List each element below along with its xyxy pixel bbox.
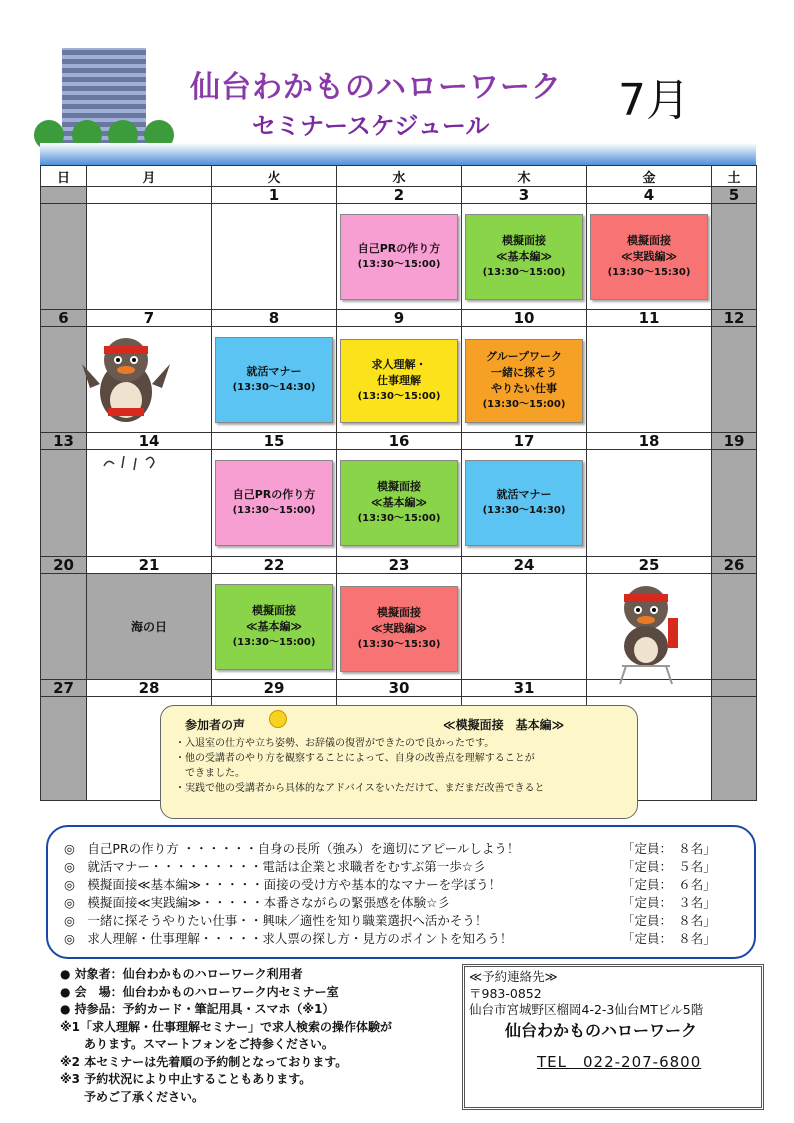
event-title: 就活マナー — [496, 488, 552, 501]
event-card — [215, 584, 333, 670]
date-cell: 28 — [87, 680, 212, 697]
event-title: グループワーク — [485, 350, 563, 363]
page-subtitle: セミナースケジュール — [252, 112, 490, 140]
event-title: 求人理解・ — [371, 358, 427, 371]
date-cell: 23 — [337, 557, 462, 574]
day-cell — [337, 574, 462, 680]
weekday-tue: 火 — [212, 166, 337, 187]
date-row — [41, 433, 757, 450]
seminar-capacity: 「定員： ５名」 — [622, 859, 716, 874]
weekday-sat: 土 — [712, 166, 757, 187]
day-cell — [462, 204, 587, 310]
motion-lines-icon — [100, 450, 160, 474]
day-cell — [337, 204, 462, 310]
event-time: (13:30～15:00) — [232, 637, 316, 648]
holiday-label: 海の日 — [87, 574, 211, 679]
event-card — [340, 339, 458, 423]
day-cell — [587, 327, 712, 433]
day-cell — [212, 574, 337, 680]
date-cell: 3 — [462, 187, 587, 204]
event-time: (13:30～15:00) — [232, 505, 316, 516]
seminar-desc: ◎ 一緒に探そうやりたい仕事・・興味／適性を知り職業選択へ活かそう！ — [64, 913, 488, 928]
event-subtitle: ≪基本編≫ — [245, 620, 303, 633]
header-band — [40, 143, 756, 165]
date-cell: 4 — [587, 187, 712, 204]
day-cell — [462, 574, 587, 680]
event-card — [215, 337, 333, 423]
notes — [60, 966, 392, 1106]
event-time: (13:30～15:00) — [482, 399, 566, 410]
event-card — [590, 214, 708, 300]
day-cell — [41, 574, 87, 680]
date-cell: 16 — [337, 433, 462, 450]
seminar-capacity: 「定員： ６名」 — [622, 877, 716, 892]
event-title: 模擬面接 — [377, 480, 421, 493]
seminar-capacity: 「定員： ８名」 — [622, 841, 716, 856]
weekday-thu: 木 — [462, 166, 587, 187]
seminar-capacity: 「定員： ８名」 — [622, 931, 716, 946]
month-label: 7月 — [618, 75, 690, 126]
day-cell — [337, 327, 462, 433]
event-card — [465, 339, 583, 423]
event-subtitle: 仕事理解 — [377, 374, 421, 387]
note-line: ● 会 場：仙台わかものハローワーク内セミナー室 — [60, 984, 339, 999]
date-cell: 24 — [462, 557, 587, 574]
date-cell: 27 — [41, 680, 87, 697]
weekday-fri: 金 — [587, 166, 712, 187]
day-cell — [212, 450, 337, 557]
date-cell: 15 — [212, 433, 337, 450]
page-title: 仙台わかものハローワーク — [190, 70, 562, 105]
week-row — [41, 204, 757, 310]
date-cell: 29 — [212, 680, 337, 697]
smile-icon — [269, 710, 287, 728]
seminar-desc: ◎ 求人理解・仕事理解・・・・・求人票の探し方・見方のポイントを知ろう！ — [64, 931, 513, 946]
day-cell — [462, 327, 587, 433]
seminar-desc: ◎ 模擬面接≪実践編≫・・・・・本番さながらの緊張感を体験☆彡 — [64, 895, 450, 910]
date-cell: 9 — [337, 310, 462, 327]
participant-voice-box — [160, 705, 638, 819]
event-subtitle: やりたい仕事 — [491, 382, 557, 395]
event-title: 模擬面接 — [627, 234, 671, 247]
date-cell: 13 — [41, 433, 87, 450]
day-cell — [41, 697, 87, 801]
event-title: 模擬面接 — [377, 606, 421, 619]
event-title: 就活マナー — [246, 365, 302, 378]
day-cell — [587, 450, 712, 557]
event-subtitle: ≪実践編≫ — [620, 250, 678, 263]
day-cell — [462, 450, 587, 557]
date-cell: 7 — [87, 310, 212, 327]
event-card — [340, 460, 458, 546]
date-cell: 17 — [462, 433, 587, 450]
day-cell — [87, 204, 212, 310]
date-cell: 25 — [587, 557, 712, 574]
day-cell — [587, 204, 712, 310]
voice-heading: 参加者の声 — [185, 718, 246, 732]
date-cell — [87, 187, 212, 204]
date-cell: 1 — [212, 187, 337, 204]
event-time: (13:30～15:00) — [357, 513, 441, 524]
event-time: (13:30～14:30) — [232, 382, 316, 393]
event-time: (13:30～15:00) — [482, 267, 566, 278]
date-cell: 10 — [462, 310, 587, 327]
day-cell — [712, 450, 757, 557]
date-row — [41, 310, 757, 327]
day-cell — [212, 327, 337, 433]
event-card — [465, 460, 583, 546]
day-cell — [712, 204, 757, 310]
contact-address: 仙台市宮城野区榴岡4-2-3仙台MTビル5階 — [469, 1002, 704, 1017]
date-cell: 31 — [462, 680, 587, 697]
bird-mascot-icon — [80, 330, 172, 430]
date-row — [41, 557, 757, 574]
date-cell: 11 — [587, 310, 712, 327]
day-cell — [41, 204, 87, 310]
contact-label: ≪予約連絡先≫ — [469, 969, 558, 984]
contact-zip: 〒983-0852 — [469, 986, 542, 1001]
bird-mascot-sitting-icon — [610, 578, 686, 688]
event-time: (13:30～15:00) — [357, 259, 441, 270]
weekday-wed: 水 — [337, 166, 462, 187]
date-cell: 14 — [87, 433, 212, 450]
day-cell — [712, 697, 757, 801]
event-time: (13:30～15:30) — [357, 639, 441, 650]
seminar-desc: ◎ 就活マナー・・・・・・・・・電話は企業と求職者をむすぶ第一歩☆彡 — [64, 859, 486, 874]
contact-box — [462, 964, 764, 1110]
voice-list — [175, 736, 625, 796]
event-subtitle: ≪基本編≫ — [370, 496, 428, 509]
date-row — [41, 187, 757, 204]
contact-name: 仙台わかものハローワーク — [505, 1021, 698, 1040]
voice-item: できました。 — [175, 768, 245, 779]
date-cell: 6 — [41, 310, 87, 327]
date-cell: 18 — [587, 433, 712, 450]
seminar-list — [46, 825, 756, 959]
note-line: ※2 本セミナーは先着順の予約制となっております。 — [60, 1054, 348, 1069]
seminar-desc: ◎ 自己PRの作り方 ・・・・・・自身の長所（強み）を適切にアピールしよう！ — [64, 841, 520, 856]
date-cell: 22 — [212, 557, 337, 574]
event-time: (13:30～14:30) — [482, 505, 566, 516]
event-card — [215, 460, 333, 546]
date-cell: 19 — [712, 433, 757, 450]
note-line: ※1「求人理解・仕事理解セミナー」で求人検索の操作体験が — [60, 1019, 393, 1034]
day-cell — [87, 574, 212, 680]
weekday-sun: 日 — [41, 166, 87, 187]
voice-item: ・他の受講者のやり方を観察することによって、自身の改善点を理解することが — [175, 753, 535, 764]
date-cell: 8 — [212, 310, 337, 327]
date-cell: 5 — [712, 187, 757, 204]
date-cell: 21 — [87, 557, 212, 574]
event-card — [340, 586, 458, 672]
event-subtitle: ≪実践編≫ — [370, 622, 428, 635]
seminar-desc: ◎ 模擬面接≪基本編≫・・・・・面接の受け方や基本的なマナーを学ぼう！ — [64, 877, 502, 892]
date-cell: 20 — [41, 557, 87, 574]
event-card — [340, 214, 458, 300]
day-cell — [41, 450, 87, 557]
event-time: (13:30～15:00) — [357, 391, 441, 402]
voice-item: ・入退室の仕方や立ち姿勢、お辞儀の復習ができたので良かったです。 — [175, 738, 495, 749]
voice-topic: ≪模擬面接 基本編≫ — [443, 718, 565, 732]
seminar-capacity: 「定員： ３名」 — [622, 895, 716, 910]
date-cell: 2 — [337, 187, 462, 204]
note-line: 予めご了承ください。 — [60, 1089, 205, 1104]
event-subtitle: 一緒に探そう — [491, 366, 557, 379]
event-card — [465, 214, 583, 300]
date-cell — [41, 187, 87, 204]
voice-item: ・実践で他の受講者から具体的なアドバイスをいただけて、まだまだ改善できると — [175, 783, 545, 794]
event-title: 自己PRの作り方 — [232, 488, 316, 501]
date-cell: 26 — [712, 557, 757, 574]
seminar-capacity: 「定員： ８名」 — [622, 913, 716, 928]
event-title: 模擬面接 — [502, 234, 546, 247]
day-cell — [712, 327, 757, 433]
date-cell — [712, 680, 757, 697]
event-subtitle: ≪基本編≫ — [495, 250, 553, 263]
weekday-mon: 月 — [87, 166, 212, 187]
event-time: (13:30～15:30) — [607, 267, 691, 278]
note-line: ※3 予約状況により中止することもあります。 — [60, 1072, 312, 1086]
date-cell: 30 — [337, 680, 462, 697]
day-cell — [337, 450, 462, 557]
event-title: 自己PRの作り方 — [357, 242, 441, 255]
contact-tel: TEL 022-207-6800 — [537, 1053, 702, 1071]
note-line: ● 対象者：仙台わかものハローワーク利用者 — [60, 967, 303, 981]
day-cell — [712, 574, 757, 680]
note-line: ● 持参品：予約カード・筆記用具・スマホ（※1） — [60, 1002, 335, 1016]
note-line: あります。スマートフォンをご持参ください。 — [60, 1037, 334, 1051]
day-cell — [212, 204, 337, 310]
date-cell: 12 — [712, 310, 757, 327]
weekday-header — [41, 166, 757, 187]
event-title: 模擬面接 — [252, 604, 296, 617]
